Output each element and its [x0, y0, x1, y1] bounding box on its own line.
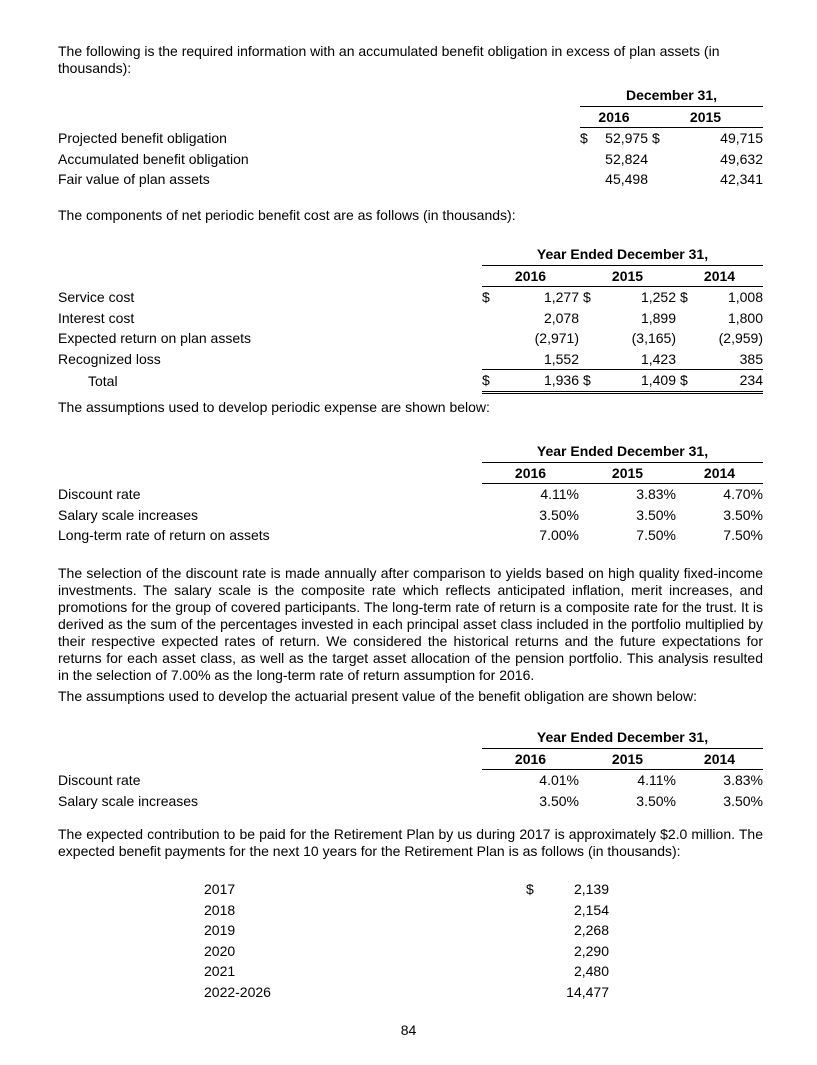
table-row: Long-term rate of return on assets 7.00% 7.50% 7.50% — [58, 527, 763, 543]
cost-table — [58, 244, 763, 394]
expense-table — [58, 441, 763, 546]
obligation-year-2016: 2016 — [482, 748, 579, 770]
table-row: 2020 2,290 — [204, 942, 609, 959]
table-row: Projected benefit obligation $ 52,975 $ 49,715 — [58, 129, 763, 146]
cost-year-2015: 2015 — [579, 265, 676, 287]
table-row: Salary scale increases 3.50% 3.50% 3.50% — [58, 792, 763, 809]
obligation-year-2015: 2015 — [579, 748, 676, 770]
table-row: Interest cost 2,078 1,899 1,800 — [58, 309, 763, 326]
cost-header: Year Ended December 31, — [482, 244, 763, 265]
table-row: 2021 2,480 — [204, 963, 609, 979]
expense-year-2014: 2014 — [676, 462, 763, 484]
cost-year-2016: 2016 — [482, 265, 579, 287]
table-row: Expected return on plan assets (2,971) (3,165) (2,959) — [58, 330, 763, 346]
table-row: Accumulated benefit obligation 52,824 49,632 — [58, 150, 763, 167]
obligation-header: Year Ended December 31, — [482, 727, 763, 748]
table-row: 2017 $ 2,139 — [204, 881, 609, 897]
expense-header: Year Ended December 31, — [482, 441, 763, 462]
cost-year-2014: 2014 — [676, 265, 763, 287]
table-row: 2018 2,154 — [204, 901, 609, 918]
discount-rate-paragraph: The selection of the discount rate is made annually after comparison to yields based on high quality fixed-income investments. The salary scale is the composite rate which reflects anticipated inflation, merit increases, and promotions for the group of covered participants. The long-term rate of return is a composite rate for the trust. It is derived as the sum of the percentages invested in each principal asset class included in the portfolio multiplied by their respective expected rates of return. We considered the historical returns and the future expectations for returns for each asset class, as well as the target asset allocation of the pension portfolio. This analysis resulted in the selection of 7.00% as the long-term rate of return assumption for 2016. — [58, 565, 763, 683]
expense-year-2016: 2016 — [482, 462, 579, 484]
table-row: 2019 2,268 — [204, 922, 609, 938]
abo-year-2016: 2016 — [580, 106, 648, 128]
cost-intro-text: The components of net periodic benefit cost are as follows (in thousands): — [58, 207, 516, 223]
table-row: 2022-2026 14,477 — [204, 983, 609, 1000]
table-row: Discount rate 4.01% 4.11% 3.83% — [58, 771, 763, 788]
abo-intro-text: The following is the required information with an accumulated benefit obligation in excess of plan assets (in thousands): — [58, 43, 720, 76]
abo-year-2015: 2015 — [648, 106, 763, 128]
obligation-table — [58, 727, 763, 811]
table-row: Fair value of plan assets 45,498 42,341 — [58, 171, 763, 187]
obligation-year-2014: 2014 — [676, 748, 763, 770]
abo-header: December 31, — [580, 85, 763, 106]
table-row-total: Total $ 1,936 $ 1,409 $ 234 — [58, 370, 763, 393]
table-row: Discount rate 4.11% 3.83% 4.70% — [58, 485, 763, 502]
table-row: Service cost $ 1,277 $ 1,252 $ 1,008 — [58, 288, 763, 305]
contribution-paragraph: The expected contribution to be paid for the Retirement Plan by us during 2017 is approximately $2.0 million. The expected benefit payments for the next 10 years for the Retirement Plan is as follows (in thousands): — [58, 826, 763, 859]
table-row: Salary scale increases 3.50% 3.50% 3.50% — [58, 506, 763, 523]
abo-table — [58, 85, 763, 190]
benefit-payments-table — [204, 879, 609, 1002]
page-number: 84 — [400, 1022, 417, 1038]
expense-year-2015: 2015 — [579, 462, 676, 484]
expense-intro-text: The assumptions used to develop periodic expense are shown below: — [58, 399, 490, 415]
table-row: Recognized loss 1,552 1,423 385 — [58, 349, 763, 370]
obligation-intro-text: The assumptions used to develop the actuarial present value of the benefit obligation are shown below: — [58, 688, 697, 704]
